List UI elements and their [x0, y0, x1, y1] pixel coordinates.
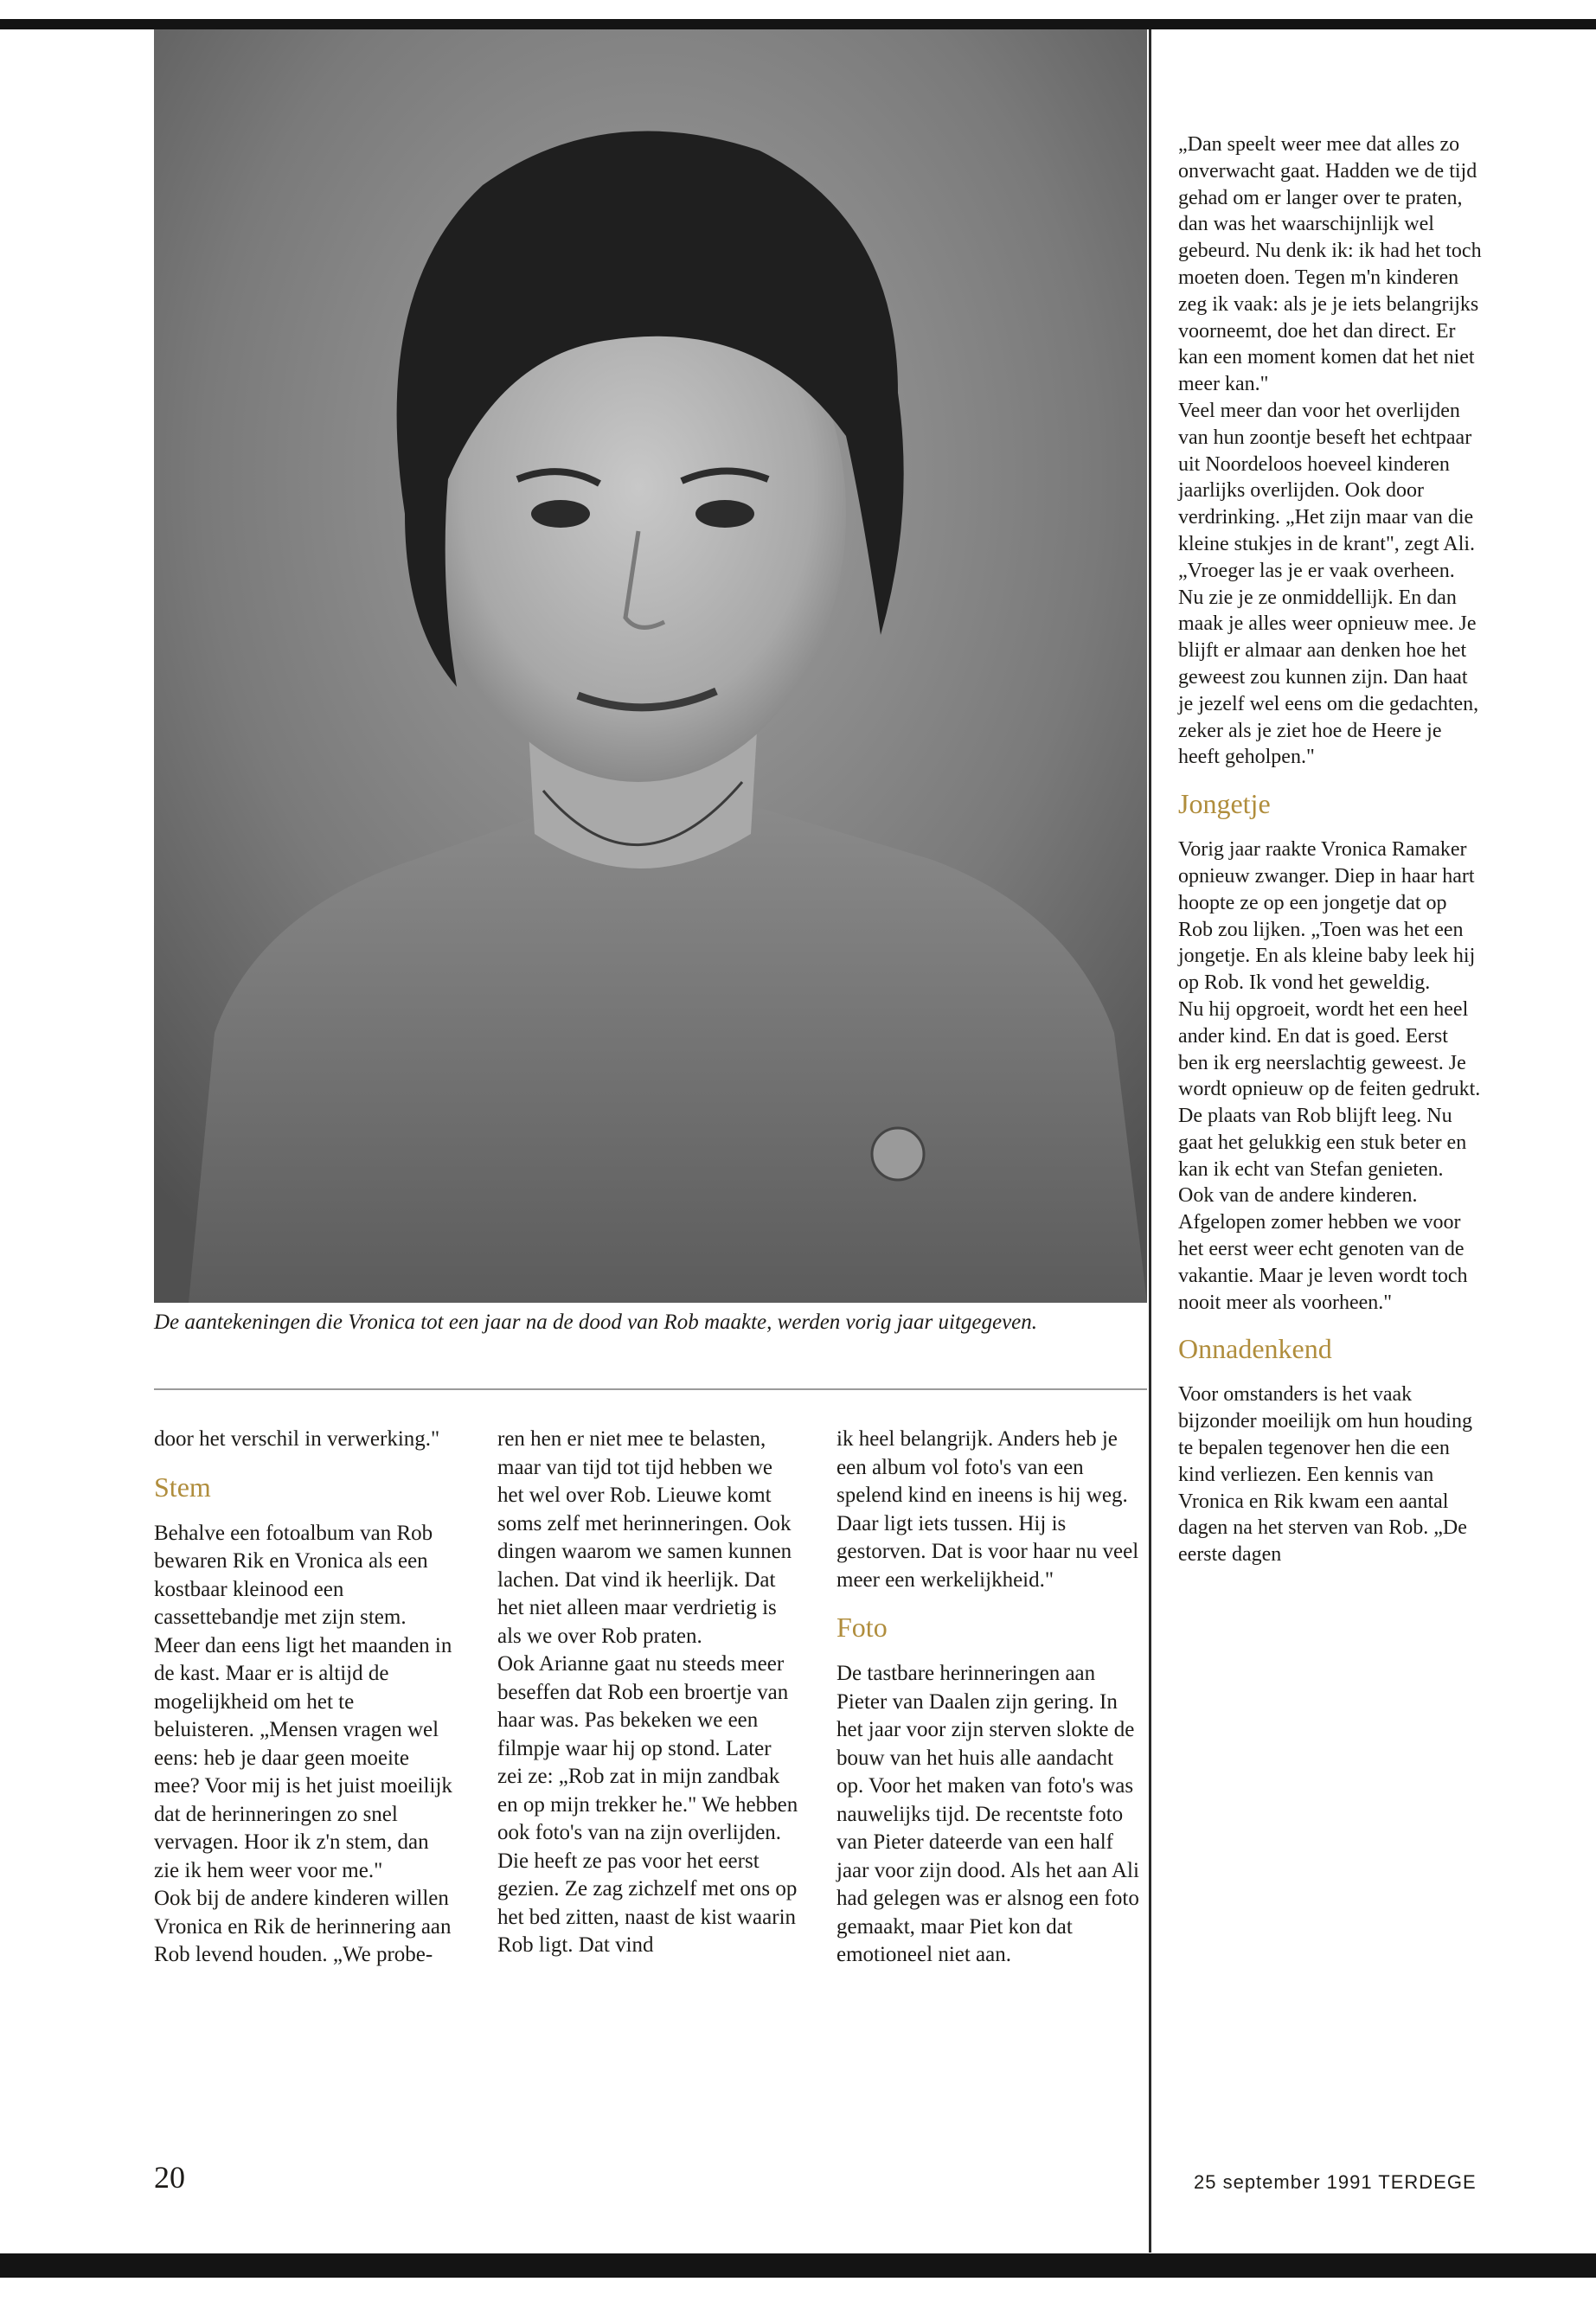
- section-heading-foto: Foto: [836, 1612, 888, 1643]
- paragraph: ren hen er niet mee te belasten, maar van tijd tot tijd hebben we het wel over Rob. Lieuwe komt soms zelf met herinneringen. Ook dingen waarom we samen kunnen lachen. Dat vind ik heerlijk. Dat het niet alleen maar verdrietig is als we over Rob praten.: [497, 1427, 792, 1648]
- photo-caption: De aantekeningen die Vronica tot een jaar na de dood van Rob maakte, werden vorig jaar uitgegeven.: [154, 1311, 1038, 1334]
- paragraph: Veel meer dan voor het overlijden van hun zoontje beseft het echtpaar uit Noordeloos hoeveel kinderen jaarlijks overlijden. Ook door verdrinking. „Het zijn maar van die kleine stukjes in de krant", zegt Ali. „Vroeger las je er vaak overheen. Nu zie je ze onmiddellijk. En dan maak je alles weer opnieuw mee. Je blijft er almaar aan denken hoe het geweest zou kunnen zijn. Dan haat je jezelf wel eens om die gedachten, zeker als je ziet hoe de Heere je heeft geholpen.": [1178, 399, 1479, 769]
- paragraph: Ook bij de andere kinderen willen Vronica en Rik de herinnering aan Rob levend houden. „We probe-: [154, 1887, 452, 1966]
- paragraph: Nu hij opgroeit, wordt het een heel ander kind. En dat is goed. Eerst ben ik erg neerslachtig geweest. Je wordt opnieuw op de feiten gedrukt. De plaats van Rob blijft leeg. Nu gaat het gelukkig een stuk beter en kan ik echt van Stefan genieten. Ook van de andere kinderen. Afgelopen zomer hebben we voor het eerst weer echt genoten van de vakantie. Maar je leven wordt toch nooit meer als voorheen.": [1178, 997, 1481, 1314]
- portrait-illustration: [154, 29, 1147, 1303]
- horizontal-rule: [154, 1388, 1147, 1390]
- page-number: 20: [154, 2160, 185, 2195]
- article-column-2: [497, 1426, 800, 1960]
- section-heading-jongetje: Jongetje: [1178, 788, 1271, 820]
- article-column-3: [836, 1426, 1139, 1970]
- paragraph: Voor omstanders is het vaak bijzonder moeilijk om hun houding te bepalen tegenover hen die een kind verliezen. Een kennis van Vronica en Rik kwam een aantal dagen na het sterven van Rob. „De eerste dagen: [1178, 1383, 1472, 1567]
- paragraph: Vorig jaar raakte Vronica Ramaker opnieuw zwanger. Diep in haar hart hoopte ze op een jongetje dat op Rob zou lijken. „Toen was het een jongetje. En als kleine baby leek hij op Rob. Ik vond het geweldig.: [1178, 838, 1476, 995]
- vertical-column-rule: [1149, 29, 1151, 2253]
- top-border-bar: [0, 19, 1596, 29]
- paragraph: Ook Arianne gaat nu steeds meer beseffen dat Rob een broertje van haar was. Pas bekeken we een filmpje waar hij op stond. Later zei ze: „Rob zat in mijn zandbak en op mijn trekker he." We hebben ook foto's van na zijn overlijden. Die heeft ze pas voor het eerst gezien. Ze zag zichzelf met ons op het bed zitten, naast de kist waarin Rob ligt. Dat vind: [497, 1652, 798, 1957]
- paragraph: „Dan speelt weer mee dat alles zo onverwacht gaat. Hadden we de tijd gehad om er langer over te praten, dan was het waarschijnlijk wel gebeurd. Nu denk ik: ik had het toch moeten doen. Tegen m'n kinderen zeg ik vaak: als je je iets belangrijks voorneemt, doe het dan direct. Er kan een moment komen dat het niet meer kan.": [1178, 133, 1482, 396]
- article-column-1: [154, 1426, 457, 1970]
- section-heading-stem: Stem: [154, 1471, 211, 1503]
- paragraph: ik heel belangrijk. Anders heb je een album vol foto's van een spelend kind en ineens is hij weg. Daar ligt iets tussen. Hij is gestorven. Dat is voor haar nu veel meer een werkelijkheid.": [836, 1427, 1139, 1592]
- paragraph: door het verschil in verwerking.": [154, 1427, 440, 1451]
- portrait-photo: [154, 29, 1147, 1303]
- paragraph: Behalve een fotoalbum van Rob bewaren Rik en Vronica als een kostbaar kleinood een cassettebandje met zijn stem. Meer dan eens ligt het maanden in de kast. Maar er is altijd de mogelijkheid om het te beluisteren. „Mensen vragen wel eens: heb je daar geen moeite mee? Voor mij is het juist moeilijk dat de herinneringen zo snel vervagen. Hoor ik z'n stem, dan zie ik hem weer voor me.": [154, 1521, 452, 1882]
- running-head: 25 september 1991 TERDEGE: [1194, 2171, 1477, 2193]
- article-column-4: [1178, 131, 1483, 1568]
- bottom-border-bar: [0, 2253, 1596, 2278]
- paragraph: De tastbare herinneringen aan Pieter van Daalen zijn gering. In het jaar voor zijn sterven slokte de bouw van het huis alle aandacht op. Voor het maken van foto's was nauwelijks tijd. De recentste foto van Pieter dateerde van een half jaar voor zijn dood. Als het aan Ali had gelegen was er alsnog een foto gemaakt, maar Piet kon dat emotioneel niet aan.: [836, 1662, 1139, 1966]
- section-heading-onnadenkend: Onnadenkend: [1178, 1333, 1332, 1365]
